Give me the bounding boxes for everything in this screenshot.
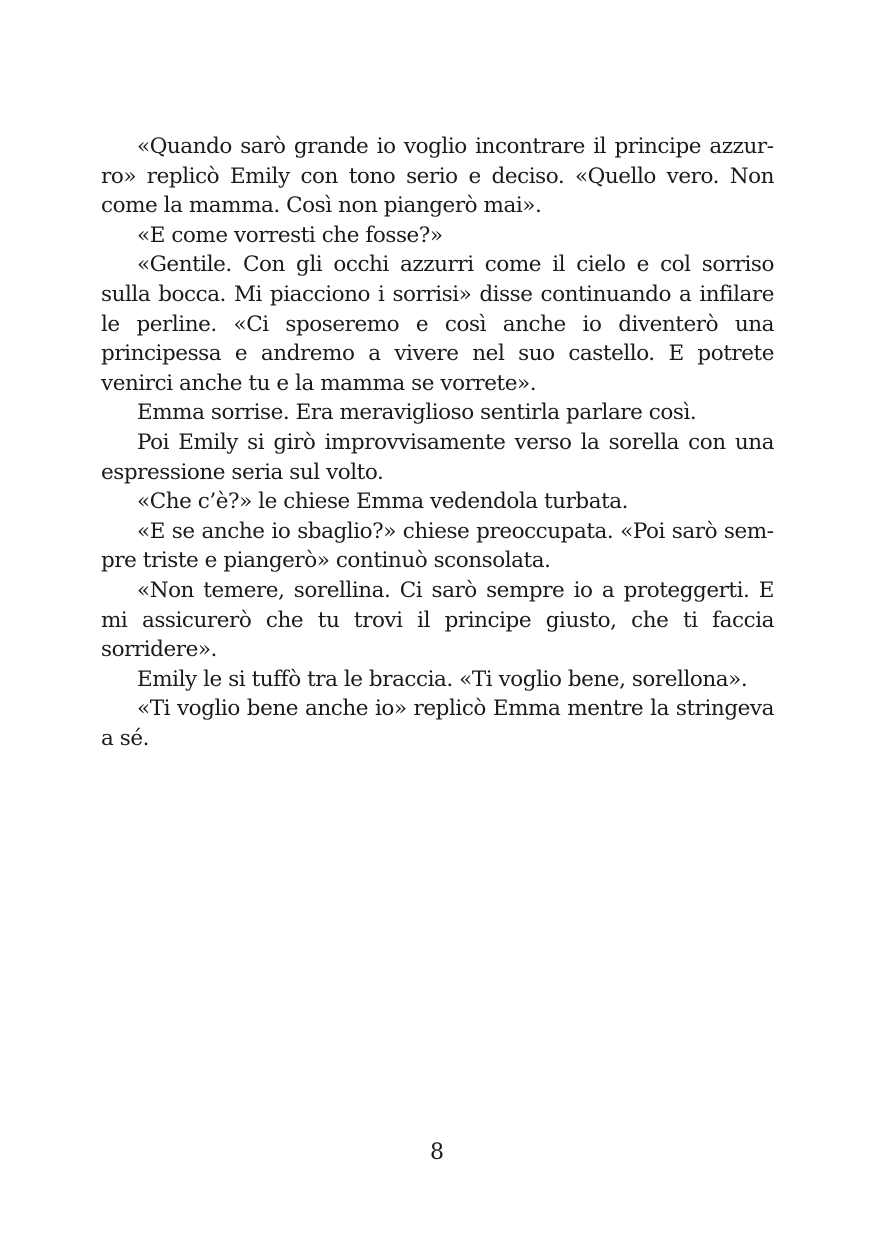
body-text — [101, 132, 774, 753]
paragraph: «E come vorresti che fosse?» — [137, 222, 443, 248]
paragraph: «Non temere, sorellina. Ci sarò sempre io a proteggerti. E mi assicurerò che tu trovi il principe giusto, che ti faccia sorridere». — [101, 577, 774, 663]
paragraph: «E se anche io sbaglio?» chiese preoccupata. «Poi sarò sempre triste e piangerò» continuò sconsolata. — [101, 518, 774, 574]
paragraph: Poi Emily si girò improvvisamente verso la sorella con una espressione seria sul volto. — [101, 429, 774, 485]
paragraph: Emma sorrise. Era meraviglioso sentirla parlare così. — [137, 400, 697, 426]
paragraph: «Ti voglio bene anche io» replicò Emma mentre la stringeva a sé. — [101, 696, 774, 751]
paragraph: «Quando sarò grande io voglio incontrare il principe azzurro» replicò Emily con tono serio e deciso. «Quello vero. Non come la mamma. Così non piangerò mai». — [101, 134, 774, 219]
paragraph: Emily le si tuffò tra le braccia. «Ti voglio bene, sorellona». — [137, 666, 748, 692]
paragraph: «Gentile. Con gli occhi azzurri come il cielo e col sorriso sulla bocca. Mi piacciono i sorrisi» disse continuando a infilare le perline. «Ci sposeremo e così anche io diventerò una principessa e andremo a vivere nel suo castello. E potrete venirci anche tu e la mamma se vorrete». — [101, 252, 774, 396]
page-number: 8 — [430, 1140, 444, 1165]
paragraph: «Che c’è?» le chiese Emma vedendola turbata. — [137, 489, 629, 515]
